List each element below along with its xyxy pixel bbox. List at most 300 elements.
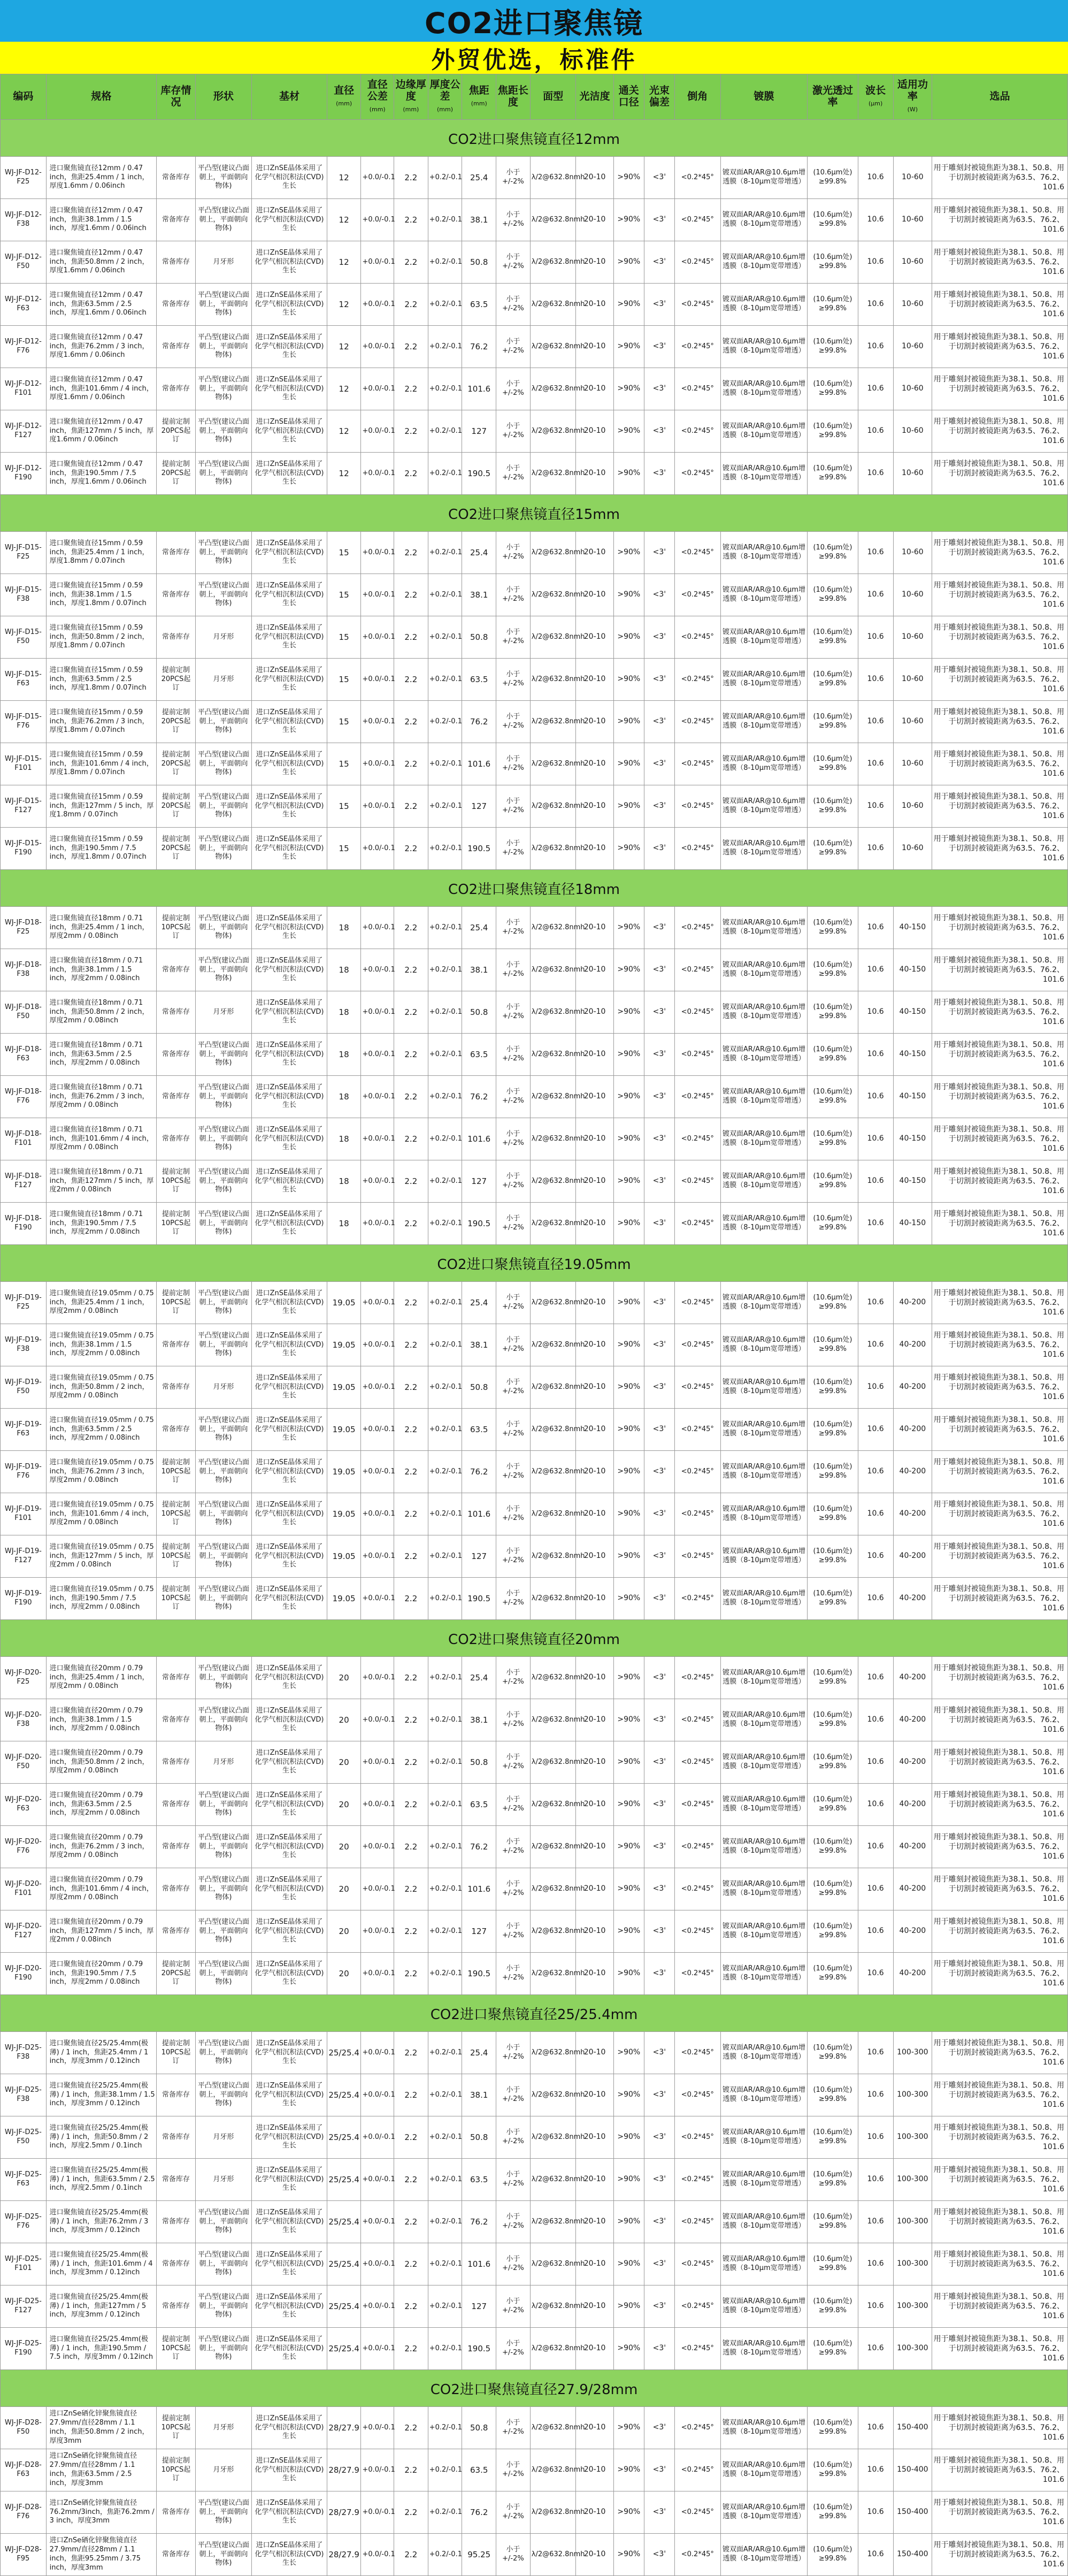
substrate-cell: 进口ZnSE晶体采用了化学气相沉积法(CVD)生长: [252, 2407, 327, 2449]
code-cell: WJ-JF-D25-F63: [1, 2159, 47, 2201]
focal-cell: 76.2: [462, 326, 496, 368]
diameter-tolerance-cell: +0.0/-0.1: [361, 1826, 394, 1868]
spec-cell: 进口聚焦镜直径20mm / 0.79 inch，焦距63.5mm / 2.5 inch，厚度2mm / 0.08inch: [46, 1784, 157, 1826]
power-cell: 100-300: [893, 2032, 932, 2074]
focal-cell: 63.5: [462, 1784, 496, 1826]
focal-tolerance-cell: 小于+/-2%: [496, 1578, 531, 1620]
shape-cell: 平凸型(建议凸面朝上，平面朝向物体): [195, 199, 251, 241]
chamfer-cell: <0.2*45°: [674, 2534, 720, 2576]
focal-tolerance-cell: 小于+/-2%: [496, 2116, 531, 2159]
edge-thickness-cell: 2.2: [394, 949, 428, 991]
table-row: [1, 1741, 1068, 1784]
product-cell: 用于雕刻封被镜焦距为38.1、50.8、用于切割封被镜距离为63.5、76.2、101.6: [932, 1741, 1068, 1784]
focal-tolerance-cell: 小于+/-2%: [496, 1034, 531, 1076]
smoothness-cell: 20-10: [576, 2534, 613, 2576]
edge-thickness-cell: 2.2: [394, 2407, 428, 2449]
thickness-tolerance-cell: +0.2/-0.1: [428, 241, 462, 284]
focal-tolerance-cell: 小于+/-2%: [496, 574, 531, 616]
diameter-cell: 20: [327, 1910, 361, 1953]
smoothness-cell: 20-10: [576, 991, 613, 1034]
deviation-cell: <3': [644, 2534, 674, 2576]
thickness-tolerance-cell: +0.2/-0.1: [428, 1160, 462, 1203]
deviation-cell: <3': [644, 2243, 674, 2285]
code-cell: WJ-JF-D15-F190: [1, 828, 47, 870]
stock-cell: 常备库存: [157, 1657, 196, 1699]
thickness-tolerance-cell: +0.2/-0.1: [428, 1910, 462, 1953]
focal-tolerance-cell: 小于+/-2%: [496, 616, 531, 659]
table-row: [1, 368, 1068, 410]
smoothness-cell: 20-10: [576, 785, 613, 828]
aperture-cell: >90%: [613, 2116, 644, 2159]
table-row: [1, 2201, 1068, 2243]
product-cell: 用于雕刻封被镜焦距为38.1、50.8、用于切割封被镜距离为63.5、76.2、101.6: [932, 1699, 1068, 1741]
deviation-cell: <3': [644, 453, 674, 495]
diameter-tolerance-cell: +0.0/-0.1: [361, 828, 394, 870]
table-row: [1, 1535, 1068, 1578]
deviation-cell: <3': [644, 1868, 674, 1910]
power-cell: 100-300: [893, 2159, 932, 2201]
stock-cell: 常备库存: [157, 991, 196, 1034]
edge-thickness-cell: 2.2: [394, 1118, 428, 1160]
chamfer-cell: <0.2*45°: [674, 2449, 720, 2491]
spec-cell: 进口聚焦镜直径19.05mm / 0.75 inch，焦距127mm / 5 inch，厚度2mm / 0.08inch: [46, 1535, 157, 1578]
stock-cell: 提前定制20PCS起订: [157, 743, 196, 785]
shape-cell: 月牙形: [195, 1366, 251, 1409]
table-row: [1, 1451, 1068, 1493]
shape-cell: 平凸型(建议凸面朝上，平面朝向物体): [195, 1868, 251, 1910]
shape-cell: 平凸型(建议凸面朝上，平面朝向物体): [195, 1203, 251, 1245]
diameter-cell: 20: [327, 1868, 361, 1910]
deviation-cell: <3': [644, 1699, 674, 1741]
edge-thickness-cell: 2.2: [394, 284, 428, 326]
header-row: [1, 74, 1068, 120]
surface-cell: λ/2@632.8nmh: [530, 1953, 576, 1995]
surface-cell: λ/2@632.8nmh: [530, 1578, 576, 1620]
focal-tolerance-cell: 小于+/-2%: [496, 2534, 531, 2576]
surface-cell: λ/2@632.8nmh: [530, 1282, 576, 1324]
product-cell: 用于雕刻封被镜焦距为38.1、50.8、用于切割封被镜距离为63.5、76.2、101.6: [932, 1826, 1068, 1868]
chamfer-cell: <0.2*45°: [674, 199, 720, 241]
focal-tolerance-cell: 小于+/-2%: [496, 2159, 531, 2201]
thickness-tolerance-cell: +0.2/-0.1: [428, 1282, 462, 1324]
diameter-cell: 12: [327, 326, 361, 368]
deviation-cell: <3': [644, 1826, 674, 1868]
power-cell: 40-200: [893, 1451, 932, 1493]
spec-cell: 进口ZnSe硒化锌聚焦镜直径27.9mm/直径28mm / 1.1 inch，焦距95.25mm / 3.75 inch，厚度3mm: [46, 2534, 157, 2576]
shape-cell: 月牙形: [195, 241, 251, 284]
code-cell: WJ-JF-D28-F63: [1, 2449, 47, 2491]
chamfer-cell: <0.2*45°: [674, 453, 720, 495]
code-cell: WJ-JF-D25-F127: [1, 2285, 47, 2328]
table-row: [1, 199, 1068, 241]
coating-cell: 镀双面AR/AR@10.6μm增透膜（8-10μm宽带增透）: [720, 2074, 808, 2116]
thickness-tolerance-cell: +0.2/-0.1: [428, 949, 462, 991]
coating-cell: 镀双面AR/AR@10.6μm增透膜（8-10μm宽带增透）: [720, 1910, 808, 1953]
edge-thickness-cell: 2.2: [394, 1578, 428, 1620]
wavelength-cell: 10.6: [858, 1826, 893, 1868]
smoothness-cell: 20-10: [576, 1282, 613, 1324]
product-cell: 用于雕刻封被镜焦距为38.1、50.8、用于切割封被镜距离为63.5、76.2、101.6: [932, 1868, 1068, 1910]
power-cell: 10-60: [893, 410, 932, 453]
chamfer-cell: <0.2*45°: [674, 284, 720, 326]
diameter-cell: 12: [327, 284, 361, 326]
power-cell: 40-150: [893, 1203, 932, 1245]
coating-cell: 镀双面AR/AR@10.6μm增透膜（8-10μm宽带增透）: [720, 1203, 808, 1245]
coating-cell: 镀双面AR/AR@10.6μm增透膜（8-10μm宽带增透）: [720, 2285, 808, 2328]
spec-cell: 进口聚焦镜直径12mm / 0.47 inch，焦距50.8mm / 2 inch，厚度1.6mm / 0.06inch: [46, 241, 157, 284]
substrate-cell: 进口ZnSE晶体采用了化学气相沉积法(CVD)生长: [252, 2491, 327, 2534]
surface-cell: λ/2@632.8nmh: [530, 1409, 576, 1451]
shape-cell: 平凸型(建议凸面朝上，平面朝向物体): [195, 284, 251, 326]
page-subtitle: 外贸优选，标准件: [431, 47, 637, 74]
product-cell: 用于雕刻封被镜焦距为38.1、50.8、用于切割封被镜距离为63.5、76.2、101.6: [932, 1493, 1068, 1535]
diameter-tolerance-cell: +0.0/-0.1: [361, 2032, 394, 2074]
substrate-cell: 进口ZnSE晶体采用了化学气相沉积法(CVD)生长: [252, 157, 327, 199]
thickness-tolerance-cell: +0.2/-0.1: [428, 785, 462, 828]
chamfer-cell: <0.2*45°: [674, 659, 720, 701]
wavelength-cell: 10.6: [858, 1118, 893, 1160]
product-cell: 用于雕刻封被镜焦距为38.1、50.8、用于切割封被镜距离为63.5、76.2、101.6: [932, 991, 1068, 1034]
power-cell: 40-150: [893, 1118, 932, 1160]
focal-tolerance-cell: 小于+/-2%: [496, 1118, 531, 1160]
shape-cell: 平凸型(建议凸面朝上，平面朝向物体): [195, 410, 251, 453]
substrate-cell: 进口ZnSE晶体采用了化学气相沉积法(CVD)生长: [252, 991, 327, 1034]
deviation-cell: <3': [644, 1657, 674, 1699]
diameter-cell: 28/27.9: [327, 2449, 361, 2491]
diameter-tolerance-cell: +0.0/-0.1: [361, 1282, 394, 1324]
shape-cell: 平凸型(建议凸面朝上，平面朝向物体): [195, 1910, 251, 1953]
product-cell: 用于雕刻封被镜焦距为38.1、50.8、用于切割封被镜距离为63.5、76.2、101.6: [932, 2159, 1068, 2201]
focal-cell: 190.5: [462, 1203, 496, 1245]
substrate-cell: 进口ZnSE晶体采用了化学气相沉积法(CVD)生长: [252, 284, 327, 326]
shape-cell: 月牙形: [195, 2407, 251, 2449]
shape-cell: 平凸型(建议凸面朝上，平面朝向物体): [195, 2328, 251, 2370]
surface-cell: λ/2@632.8nmh: [530, 1034, 576, 1076]
table-row: [1, 1118, 1068, 1160]
stock-cell: 提前定制20PCS起订: [157, 785, 196, 828]
diameter-cell: 12: [327, 241, 361, 284]
product-cell: 用于雕刻封被镜焦距为38.1、50.8、用于切割封被镜距离为63.5、76.2、101.6: [932, 1324, 1068, 1366]
thickness-tolerance-cell: +0.2/-0.1: [428, 1076, 462, 1118]
code-cell: WJ-JF-D18-F50: [1, 991, 47, 1034]
stock-cell: 提前定制10PCS起订: [157, 1578, 196, 1620]
coating-cell: 镀双面AR/AR@10.6μm增透膜（8-10μm宽带增透）: [720, 1409, 808, 1451]
aperture-cell: >90%: [613, 2449, 644, 2491]
coating-cell: 镀双面AR/AR@10.6μm增透膜（8-10μm宽带增透）: [720, 2243, 808, 2285]
substrate-cell: 进口ZnSE晶体采用了化学气相沉积法(CVD)生长: [252, 2074, 327, 2116]
diameter-cell: 19.05: [327, 1493, 361, 1535]
chamfer-cell: <0.2*45°: [674, 1535, 720, 1578]
focal-tolerance-cell: 小于+/-2%: [496, 701, 531, 743]
substrate-cell: 进口ZnSE晶体采用了化学气相沉积法(CVD)生长: [252, 1409, 327, 1451]
substrate-cell: 进口ZnSE晶体采用了化学气相沉积法(CVD)生长: [252, 907, 327, 949]
header-stock: 库存情况: [157, 74, 196, 120]
focal-tolerance-cell: 小于+/-2%: [496, 2328, 531, 2370]
wavelength-cell: 10.6: [858, 2201, 893, 2243]
spec-cell: 进口聚焦镜直径18mm / 0.71 inch，焦距50.8mm / 2 inch，厚度2mm / 0.08inch: [46, 991, 157, 1034]
power-cell: 40-150: [893, 949, 932, 991]
aperture-cell: >90%: [613, 2074, 644, 2116]
product-cell: 用于雕刻封被镜焦距为38.1、50.8、用于切割封被镜距离为63.5、76.2、101.6: [932, 1535, 1068, 1578]
deviation-cell: <3': [644, 1784, 674, 1826]
surface-cell: λ/2@632.8nmh: [530, 453, 576, 495]
deviation-cell: <3': [644, 701, 674, 743]
focal-tolerance-cell: 小于+/-2%: [496, 1953, 531, 1995]
coating-cell: 镀双面AR/AR@10.6μm增透膜（8-10μm宽带增透）: [720, 1324, 808, 1366]
aperture-cell: >90%: [613, 1409, 644, 1451]
thickness-tolerance-cell: +0.2/-0.1: [428, 828, 462, 870]
surface-cell: λ/2@632.8nmh: [530, 1910, 576, 1953]
aperture-cell: >90%: [613, 659, 644, 701]
edge-thickness-cell: 2.2: [394, 701, 428, 743]
focal-tolerance-cell: 小于+/-2%: [496, 2074, 531, 2116]
diameter-tolerance-cell: +0.0/-0.1: [361, 532, 394, 574]
surface-cell: λ/2@632.8nmh: [530, 326, 576, 368]
shape-cell: 平凸型(建议凸面朝上，平面朝向物体): [195, 2243, 251, 2285]
shape-cell: 平凸型(建议凸面朝上，平面朝向物体): [195, 1034, 251, 1076]
stock-cell: 常备库存: [157, 949, 196, 991]
section-title: CO2进口聚焦镜直径12mm: [1, 120, 1068, 157]
thickness-tolerance-cell: +0.2/-0.1: [428, 1741, 462, 1784]
spec-cell: 进口聚焦镜直径25/25.4mm(极薄) / 1 inch，焦距76.2mm / 3 inch，厚度3mm / 0.12inch: [46, 2201, 157, 2243]
focal-tolerance-cell: 小于+/-2%: [496, 1868, 531, 1910]
product-cell: 用于雕刻封被镜焦距为38.1、50.8、用于切割封被镜距离为63.5、76.2、101.6: [932, 1034, 1068, 1076]
shape-cell: 平凸型(建议凸面朝上，平面朝向物体): [195, 2032, 251, 2074]
page-title: CO2进口聚焦镜: [424, 6, 644, 40]
focal-cell: 63.5: [462, 2159, 496, 2201]
power-cell: 10-60: [893, 284, 932, 326]
transmittance-cell: (10.6μm处) ≥99.8%: [808, 1409, 858, 1451]
stock-cell: 常备库存: [157, 2116, 196, 2159]
product-cell: 用于雕刻封被镜焦距为38.1、50.8、用于切割封被镜距离为63.5、76.2、101.6: [932, 1578, 1068, 1620]
surface-cell: λ/2@632.8nmh: [530, 2407, 576, 2449]
table-row: [1, 1493, 1068, 1535]
product-cell: 用于雕刻封被镜焦距为38.1、50.8、用于切割封被镜距离为63.5、76.2、101.6: [932, 2074, 1068, 2116]
surface-cell: λ/2@632.8nmh: [530, 991, 576, 1034]
wavelength-cell: 10.6: [858, 2534, 893, 2576]
edge-thickness-cell: 2.2: [394, 532, 428, 574]
diameter-tolerance-cell: +0.0/-0.1: [361, 659, 394, 701]
header-code: 编码: [1, 74, 47, 120]
coating-cell: 镀双面AR/AR@10.6μm增透膜（8-10μm宽带增透）: [720, 1535, 808, 1578]
wavelength-cell: 10.6: [858, 785, 893, 828]
stock-cell: 常备库存: [157, 2243, 196, 2285]
wavelength-cell: 10.6: [858, 1160, 893, 1203]
surface-cell: λ/2@632.8nmh: [530, 828, 576, 870]
diameter-cell: 25/25.4: [327, 2285, 361, 2328]
focal-tolerance-cell: 小于+/-2%: [496, 1366, 531, 1409]
deviation-cell: <3': [644, 2201, 674, 2243]
edge-thickness-cell: 2.2: [394, 241, 428, 284]
edge-thickness-cell: 2.2: [394, 1493, 428, 1535]
diameter-tolerance-cell: +0.0/-0.1: [361, 1324, 394, 1366]
stock-cell: 提前定制20PCS起订: [157, 410, 196, 453]
deviation-cell: <3': [644, 2285, 674, 2328]
aperture-cell: >90%: [613, 2243, 644, 2285]
code-cell: WJ-JF-D18-F63: [1, 1034, 47, 1076]
table-row: [1, 574, 1068, 616]
aperture-cell: >90%: [613, 701, 644, 743]
diameter-tolerance-cell: +0.0/-0.1: [361, 2159, 394, 2201]
transmittance-cell: (10.6μm处) ≥99.8%: [808, 2407, 858, 2449]
edge-thickness-cell: 2.2: [394, 157, 428, 199]
diameter-tolerance-cell: +0.0/-0.1: [361, 2328, 394, 2370]
focal-tolerance-cell: 小于+/-2%: [496, 1535, 531, 1578]
diameter-tolerance-cell: +0.0/-0.1: [361, 199, 394, 241]
deviation-cell: <3': [644, 907, 674, 949]
substrate-cell: 进口ZnSE晶体采用了化学气相沉积法(CVD)生长: [252, 828, 327, 870]
stock-cell: 常备库存: [157, 199, 196, 241]
power-cell: 40-200: [893, 1578, 932, 1620]
transmittance-cell: (10.6μm处) ≥99.8%: [808, 574, 858, 616]
edge-thickness-cell: 2.2: [394, 2159, 428, 2201]
power-cell: 10-60: [893, 659, 932, 701]
diameter-tolerance-cell: +0.0/-0.1: [361, 1493, 394, 1535]
product-cell: 用于雕刻封被镜焦距为38.1、50.8、用于切割封被镜距离为63.5、76.2、101.6: [932, 1953, 1068, 1995]
focal-tolerance-cell: 小于+/-2%: [496, 2285, 531, 2328]
thickness-tolerance-cell: +0.2/-0.1: [428, 326, 462, 368]
chamfer-cell: <0.2*45°: [674, 1657, 720, 1699]
power-cell: 100-300: [893, 2285, 932, 2328]
deviation-cell: <3': [644, 659, 674, 701]
smoothness-cell: 20-10: [576, 1535, 613, 1578]
aperture-cell: >90%: [613, 284, 644, 326]
chamfer-cell: <0.2*45°: [674, 326, 720, 368]
shape-cell: 平凸型(建议凸面朝上，平面朝向物体): [195, 453, 251, 495]
wavelength-cell: 10.6: [858, 743, 893, 785]
transmittance-cell: (10.6μm处) ≥99.8%: [808, 701, 858, 743]
product-cell: 用于雕刻封被镜焦距为38.1、50.8、用于切割封被镜距离为63.5、76.2、101.6: [932, 157, 1068, 199]
thickness-tolerance-cell: +0.2/-0.1: [428, 453, 462, 495]
product-cell: 用于雕刻封被镜焦距为38.1、50.8、用于切割封被镜距离为63.5、76.2、101.6: [932, 659, 1068, 701]
aperture-cell: >90%: [613, 2201, 644, 2243]
diameter-cell: 25/25.4: [327, 2243, 361, 2285]
code-cell: WJ-JF-D25-F50: [1, 2116, 47, 2159]
focal-cell: 25.4: [462, 532, 496, 574]
stock-cell: 常备库存: [157, 1409, 196, 1451]
power-cell: 40-200: [893, 1784, 932, 1826]
power-cell: 40-200: [893, 1409, 932, 1451]
table-row: [1, 659, 1068, 701]
focal-cell: 63.5: [462, 1034, 496, 1076]
table-row: [1, 1034, 1068, 1076]
deviation-cell: <3': [644, 1282, 674, 1324]
diameter-cell: 15: [327, 574, 361, 616]
transmittance-cell: (10.6μm处) ≥99.8%: [808, 828, 858, 870]
table-row: [1, 1578, 1068, 1620]
aperture-cell: >90%: [613, 199, 644, 241]
focal-tolerance-cell: 小于+/-2%: [496, 1160, 531, 1203]
surface-cell: λ/2@632.8nmh: [530, 785, 576, 828]
smoothness-cell: 20-10: [576, 1034, 613, 1076]
deviation-cell: <3': [644, 410, 674, 453]
spec-cell: 进口聚焦镜直径15mm / 0.59 inch，焦距50.8mm / 2 inch，厚度1.8mm / 0.07inch: [46, 616, 157, 659]
stock-cell: 常备库存: [157, 1324, 196, 1366]
surface-cell: λ/2@632.8nmh: [530, 1366, 576, 1409]
product-cell: 用于雕刻封被镜焦距为38.1、50.8、用于切割封被镜距离为63.5、76.2、101.6: [932, 828, 1068, 870]
spec-cell: 进口聚焦镜直径25/25.4mm(极薄) / 1 inch，焦距63.5mm / 2.5 inch，厚度2.5mm / 0.1inch: [46, 2159, 157, 2201]
focal-tolerance-cell: 小于+/-2%: [496, 1451, 531, 1493]
spec-cell: 进口聚焦镜直径18mm / 0.71 inch，焦距76.2mm / 3 inch，厚度2mm / 0.08inch: [46, 1076, 157, 1118]
wavelength-cell: 10.6: [858, 991, 893, 1034]
deviation-cell: <3': [644, 1034, 674, 1076]
surface-cell: λ/2@632.8nmh: [530, 2159, 576, 2201]
focal-cell: 127: [462, 785, 496, 828]
focal-cell: 63.5: [462, 2449, 496, 2491]
shape-cell: 平凸型(建议凸面朝上，平面朝向物体): [195, 2491, 251, 2534]
diameter-cell: 18: [327, 1118, 361, 1160]
wavelength-cell: 10.6: [858, 701, 893, 743]
deviation-cell: <3': [644, 1076, 674, 1118]
deviation-cell: <3': [644, 2407, 674, 2449]
power-cell: 10-60: [893, 326, 932, 368]
code-cell: WJ-JF-D12-F25: [1, 157, 47, 199]
power-cell: 40-150: [893, 1076, 932, 1118]
focal-cell: 127: [462, 1535, 496, 1578]
edge-thickness-cell: 2.2: [394, 326, 428, 368]
focal-cell: 101.6: [462, 1868, 496, 1910]
deviation-cell: <3': [644, 1324, 674, 1366]
spec-cell: 进口ZnSe硒化锌聚焦镜直径27.9mm/直径28mm / 1.1 inch，焦距50.8mm / 2 inch，厚度3mm: [46, 2407, 157, 2449]
aperture-cell: >90%: [613, 1578, 644, 1620]
power-cell: 10-60: [893, 785, 932, 828]
shape-cell: 平凸型(建议凸面朝上，平面朝向物体): [195, 2074, 251, 2116]
spec-cell: 进口聚焦镜直径15mm / 0.59 inch，焦距127mm / 5 inch，厚度1.8mm / 0.07inch: [46, 785, 157, 828]
surface-cell: λ/2@632.8nmh: [530, 1784, 576, 1826]
substrate-cell: 进口ZnSE晶体采用了化学气相沉积法(CVD)生长: [252, 2032, 327, 2074]
table-row: [1, 1657, 1068, 1699]
table-row: [1, 1953, 1068, 1995]
focal-cell: 76.2: [462, 701, 496, 743]
surface-cell: λ/2@632.8nmh: [530, 2534, 576, 2576]
wavelength-cell: 10.6: [858, 828, 893, 870]
table-row: [1, 1699, 1068, 1741]
section-title: CO2进口聚焦镜直径20mm: [1, 1620, 1068, 1657]
aperture-cell: >90%: [613, 785, 644, 828]
deviation-cell: <3': [644, 1535, 674, 1578]
shape-cell: 平凸型(建议凸面朝上，平面朝向物体): [195, 1784, 251, 1826]
shape-cell: 平凸型(建议凸面朝上，平面朝向物体): [195, 532, 251, 574]
smoothness-cell: 20-10: [576, 2159, 613, 2201]
diameter-cell: 28/27.9: [327, 2407, 361, 2449]
diameter-tolerance-cell: +0.0/-0.1: [361, 991, 394, 1034]
chamfer-cell: <0.2*45°: [674, 991, 720, 1034]
chamfer-cell: <0.2*45°: [674, 1076, 720, 1118]
deviation-cell: <3': [644, 828, 674, 870]
table-row: [1, 284, 1068, 326]
substrate-cell: 进口ZnSE晶体采用了化学气相沉积法(CVD)生长: [252, 1578, 327, 1620]
power-cell: 10-60: [893, 157, 932, 199]
diameter-tolerance-cell: +0.0/-0.1: [361, 1953, 394, 1995]
chamfer-cell: <0.2*45°: [674, 1203, 720, 1245]
spec-cell: 进口聚焦镜直径25/25.4mm(极薄) / 1 inch，焦距50.8mm / 2 inch，厚度2.5mm / 0.1inch: [46, 2116, 157, 2159]
header-shape: 形状: [195, 74, 251, 120]
focal-cell: 190.5: [462, 453, 496, 495]
smoothness-cell: 20-10: [576, 2285, 613, 2328]
diameter-tolerance-cell: +0.0/-0.1: [361, 1784, 394, 1826]
transmittance-cell: (10.6μm处) ≥99.8%: [808, 1657, 858, 1699]
thickness-tolerance-cell: +0.2/-0.1: [428, 991, 462, 1034]
coating-cell: 镀双面AR/AR@10.6μm增透膜（8-10μm宽带增透）: [720, 453, 808, 495]
focal-cell: 63.5: [462, 1409, 496, 1451]
code-cell: WJ-JF-D25-F101: [1, 2243, 47, 2285]
aperture-cell: >90%: [613, 1826, 644, 1868]
edge-thickness-cell: 2.2: [394, 1657, 428, 1699]
diameter-cell: 18: [327, 1076, 361, 1118]
focal-cell: 38.1: [462, 2074, 496, 2116]
transmittance-cell: (10.6μm处) ≥99.8%: [808, 1784, 858, 1826]
focal-cell: 63.5: [462, 284, 496, 326]
